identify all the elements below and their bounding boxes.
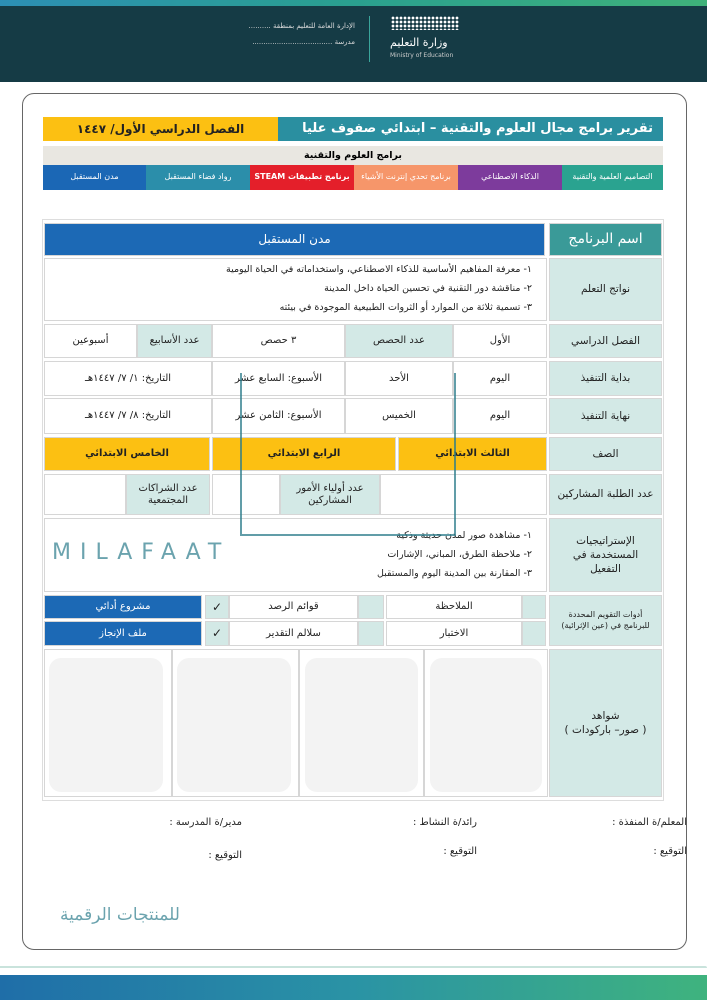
evaluation-label: أدوات التقويم المحددة للبرنامج في (عين الإثرائية) (549, 595, 662, 646)
start-day: الأحد (345, 361, 453, 396)
partners-value[interactable] (44, 474, 126, 515)
semester-title: الفصل الدراسي الأول/ ١٤٤٧ (43, 117, 278, 141)
weeks-label: عدد الأسابيع (137, 324, 212, 358)
principal-sign-field: التوقيع : (208, 850, 242, 861)
watermark-frame (240, 373, 456, 536)
start-day-label: اليوم (453, 361, 547, 396)
students-label: عدد الطلبة المشاركين (549, 474, 662, 515)
eval-option: الاختبار (386, 621, 522, 646)
program-tab[interactable] (43, 165, 146, 190)
evidence-title: شواهد (591, 709, 620, 722)
class-3: الثالث الابتدائي (398, 437, 547, 471)
strategy-item: ٢- ملاحظة الطرق، المباني، الإشارات (387, 549, 532, 560)
region-line: الإدارة العامة للتعليم بمنطقة .......... (248, 22, 355, 30)
watermark-logo-subtext: للمنتجات الرقمية (60, 905, 180, 925)
end-label: نهاية التنفيذ (549, 398, 662, 434)
school-line: مدرسة .................................... (252, 38, 355, 46)
class-5: الخامس الابتدائي (44, 437, 210, 471)
evidence-photo-slot[interactable] (49, 658, 163, 792)
principal-label: مدير/ة المدرسة : (169, 817, 242, 828)
evidence-photo-slot[interactable] (430, 658, 542, 792)
program-tab-label: رواد فضاء المستقبل (164, 172, 232, 182)
watermark-logo-text: MILAFAAT (52, 540, 231, 565)
outcomes-list (226, 260, 532, 317)
eval-option: مشروع أدائي (44, 595, 202, 619)
ministry-name: وزارة التعليم (390, 36, 448, 49)
outcome-item: ١- معرفة المفاهيم الأساسية للذكاء الاصطناعي، واستخداماته في الحياة اليومية (225, 264, 532, 275)
evidence-photo-slot[interactable] (177, 658, 291, 792)
class-label: الصف (549, 437, 662, 471)
evidence-subtitle: ( صور– باركودات ) (564, 724, 647, 736)
end-date: التاريخ: ٨/ ٧/ ١٤٤٧هـ (44, 398, 212, 434)
eval-check-icon[interactable]: ✓ (205, 595, 229, 619)
programs-heading: برامج العلوم والتقنية (43, 146, 663, 165)
start-week: الأسبوع: السابع عشر (212, 361, 345, 396)
ministry-logo-icon (391, 16, 459, 30)
teacher-sign-field: التوقيع : (653, 846, 687, 857)
program-tab-label: التصاميم العلمية والتقنية (572, 172, 653, 182)
strategy-item: ٣- المقارنة بين المدينة اليوم والمستقبل (376, 568, 532, 579)
semester-label: الفصل الدراسي (549, 324, 662, 358)
teacher-signature-label: المعلم/ة المنفذة : (612, 817, 687, 828)
end-week: الأسبوع: الثامن عشر (212, 398, 345, 434)
class-4: الرابع الابتدائي (212, 437, 396, 471)
activity-leader-label: رائد/ة النشاط : (412, 817, 477, 828)
eval-check-icon[interactable]: ✓ (205, 621, 229, 646)
header-divider (369, 16, 370, 62)
program-name-label: اسم البرنامج (549, 223, 662, 256)
program-tab-label: برنامج تطبيقات STEAM (254, 172, 350, 182)
eval-option: سلالم التقدير (229, 621, 358, 646)
ministry-name-en: Ministry of Education (390, 52, 454, 59)
eval-checkbox[interactable] (522, 595, 546, 619)
start-label: بداية التنفيذ (549, 361, 662, 396)
parents-label: عدد أولياء الأمور المشاركين (280, 474, 380, 515)
end-day: الخميس (345, 398, 453, 434)
strategy-item: ١- مشاهدة صور لمدن حديثة وذكية (396, 530, 532, 541)
program-name-value: مدن المستقبل (44, 223, 545, 256)
activity-sign-field: التوقيع : (443, 846, 477, 857)
program-tab-label: برنامج تحدي إنترنت الأشياء (361, 172, 451, 182)
sessions-label: عدد الحصص (345, 324, 453, 358)
report-title: تقرير برامج مجال العلوم والتقنية – ابتدائي صفوف عليا (278, 117, 663, 141)
evidence-label (549, 649, 662, 797)
program-tab[interactable] (354, 165, 458, 190)
eval-checkbox[interactable] (358, 621, 384, 646)
eval-option: ملف الإنجاز (44, 621, 202, 646)
footer-line (0, 966, 707, 968)
program-tab[interactable] (146, 165, 250, 190)
eval-option: الملاحظة (386, 595, 522, 619)
semester-value: الأول (453, 324, 547, 358)
eval-checkbox[interactable] (522, 621, 546, 646)
footer-gradient (0, 975, 707, 1000)
outcomes-label: نواتج التعلم (549, 258, 662, 321)
program-tab[interactable] (562, 165, 663, 190)
program-tab[interactable] (250, 165, 354, 190)
program-tab[interactable] (458, 165, 562, 190)
program-tab-label: الذكاء الاصطناعي (481, 172, 539, 182)
eval-option: قوائم الرصد (229, 595, 358, 619)
outcome-item: ٢- مناقشة دور التقنية في تحسين الحياة داخل المدينة (324, 283, 532, 294)
evidence-photo-slot[interactable] (305, 658, 418, 792)
partners-label: عدد الشراكات المجتمعية (126, 474, 210, 515)
end-day-label: اليوم (453, 398, 547, 434)
program-tab-label: مدن المستقبل (70, 172, 119, 182)
eval-checkbox[interactable] (358, 595, 384, 619)
sessions-value: ٣ حصص (212, 324, 345, 358)
weeks-value: أسبوعين (44, 324, 137, 358)
start-date: التاريخ: ١/ ٧/ ١٤٤٧هـ (44, 361, 212, 396)
strategies-label: الإستراتيجيات المستخدمة في التفعيل (549, 518, 662, 592)
outcome-item: ٣- تسمية ثلاثة من الموارد أو الثروات الطبيعية الموجودة في بيئته (279, 302, 532, 313)
